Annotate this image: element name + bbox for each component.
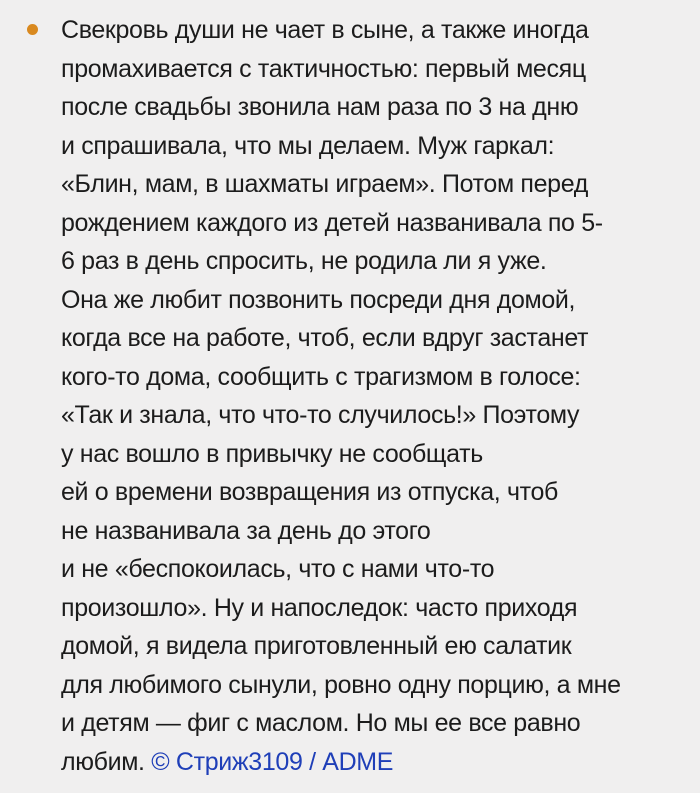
story-line: не названивала за день до этого [61,516,431,545]
story-line: и детям — фиг с маслом. Но мы ее все равно [61,709,581,737]
story-line: когда все на работе, чтоб, если вдруг застанет [61,324,589,352]
bullet-icon [27,24,38,35]
story-line: «Блин, мам, в шахматы играем». Потом перед [61,170,588,198]
story-line: и не «беспокоилась, что с нами что-то [61,555,495,583]
story-line: после свадьбы звонила нам раза по 3 на дню [61,93,579,121]
story-text [61,11,691,781]
story-line: рождением каждого из детей названивала по 5- [61,208,603,237]
author-credit-link[interactable]: © Стриж3109 / ADME [151,747,394,776]
story-line: кого-то дома, сообщить с трагизмом в голосе: [61,362,581,391]
story-last-line [61,743,691,782]
story-line: и спрашивала, что мы делаем. Муж гаркал: [61,131,555,160]
story-line: «Так и знала, что что-то случилось!» Поэтому [61,401,580,429]
story-line: 6 раз в день спросить, не родила ли я уже. [61,247,547,275]
story-line: произошло». Ну и напоследок: часто приходя [61,593,578,622]
story-line: ей о времени возвращения из отпуска, чтоб [61,478,558,506]
story-line: у нас вошло в привычку не сообщать [61,439,483,468]
story-line: Свекровь души не чает в сыне, а также иногда [61,16,589,44]
story-line: промахивается с тактичностью: первый месяц [61,54,586,83]
story-last-line-text: любим. [61,747,145,776]
story-line: Она же любит позвонить посреди дня домой, [61,285,576,314]
story-line: для любимого сынули, ровно одну порцию, а мне [61,670,621,699]
story-line: домой, я видела приготовленный ею салатик [61,632,572,660]
